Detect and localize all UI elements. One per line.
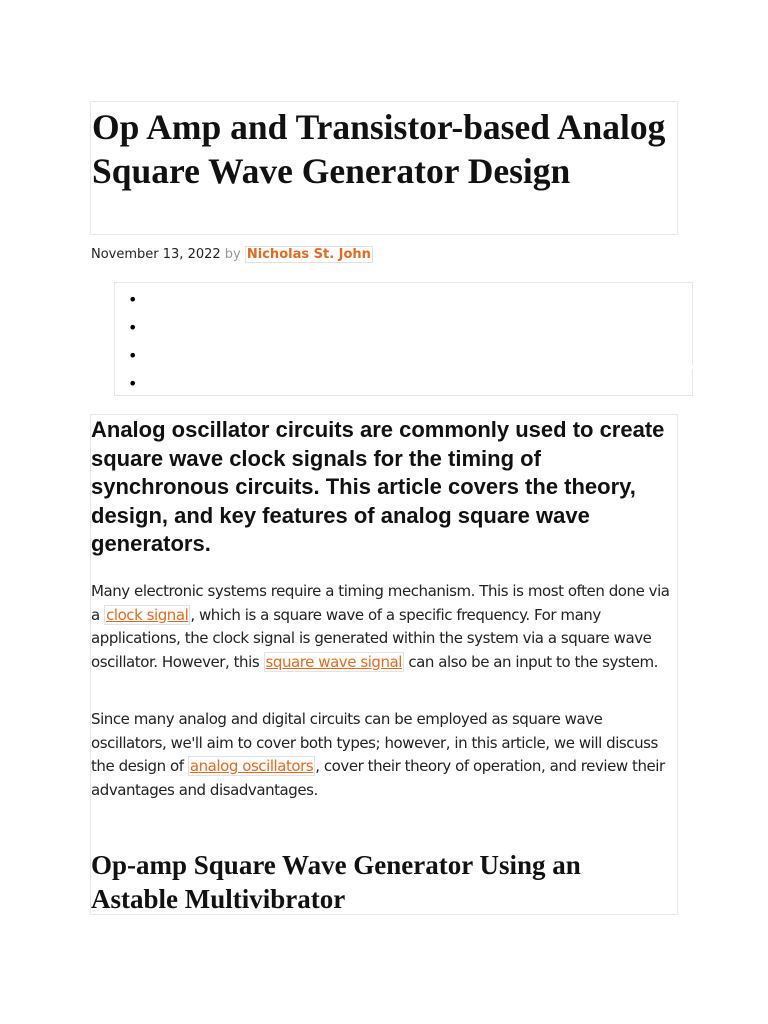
paragraph-text: , which is a square wave of a specific frequency. For many applications, the clock signal is generated within the system via a square wave oscillator. However, this — [91, 605, 652, 671]
author-link[interactable]: Nicholas St. John — [246, 247, 371, 262]
analog-oscillators-link[interactable]: analog oscillators — [189, 757, 314, 775]
paragraph-text: Many electronic systems require a timing mechanism. This is most often done via a — [91, 582, 670, 624]
toc-bullet-1[interactable]: • — [128, 290, 138, 309]
publish-date: November 13, 2022 — [91, 247, 221, 262]
paragraph-text: , cover their theory of operation, and review their advantages and disadvantages. — [91, 757, 665, 799]
toc-box-gap — [677, 365, 693, 369]
table-of-contents — [114, 282, 693, 396]
by-label: by — [224, 247, 241, 262]
article-lead: Analog oscillator circuits are commonly used to create square wave clock signals for the timing of synchronous circuits. This article covers the theory, design, and key features of analog square wave generators. — [91, 417, 665, 556]
title-box — [90, 101, 678, 235]
toc-bullet-3[interactable]: • — [128, 346, 138, 365]
article-paragraph-1 — [91, 580, 681, 674]
clock-signal-link[interactable]: clock signal — [106, 605, 189, 624]
article-title: Op Amp and Transistor-based Analog Square Wave Generator Design — [92, 107, 666, 191]
paragraph-text: can also be an input to the system. — [404, 652, 658, 671]
square-wave-signal-link[interactable]: square wave signal — [265, 652, 403, 671]
article-meta — [91, 246, 373, 264]
paragraph-text: Since many analog and digital circuits can be employed as square wave oscillators, we'll aim to cover both types; however, in this article, we will discuss the design of — [91, 710, 658, 775]
toc-bullet-2[interactable]: • — [128, 318, 138, 337]
toc-bullet-4[interactable]: • — [128, 374, 138, 393]
section-heading: Op-amp Square Wave Generator Using an Astable Multivibrator — [91, 850, 581, 914]
article-paragraph-2 — [91, 708, 681, 802]
